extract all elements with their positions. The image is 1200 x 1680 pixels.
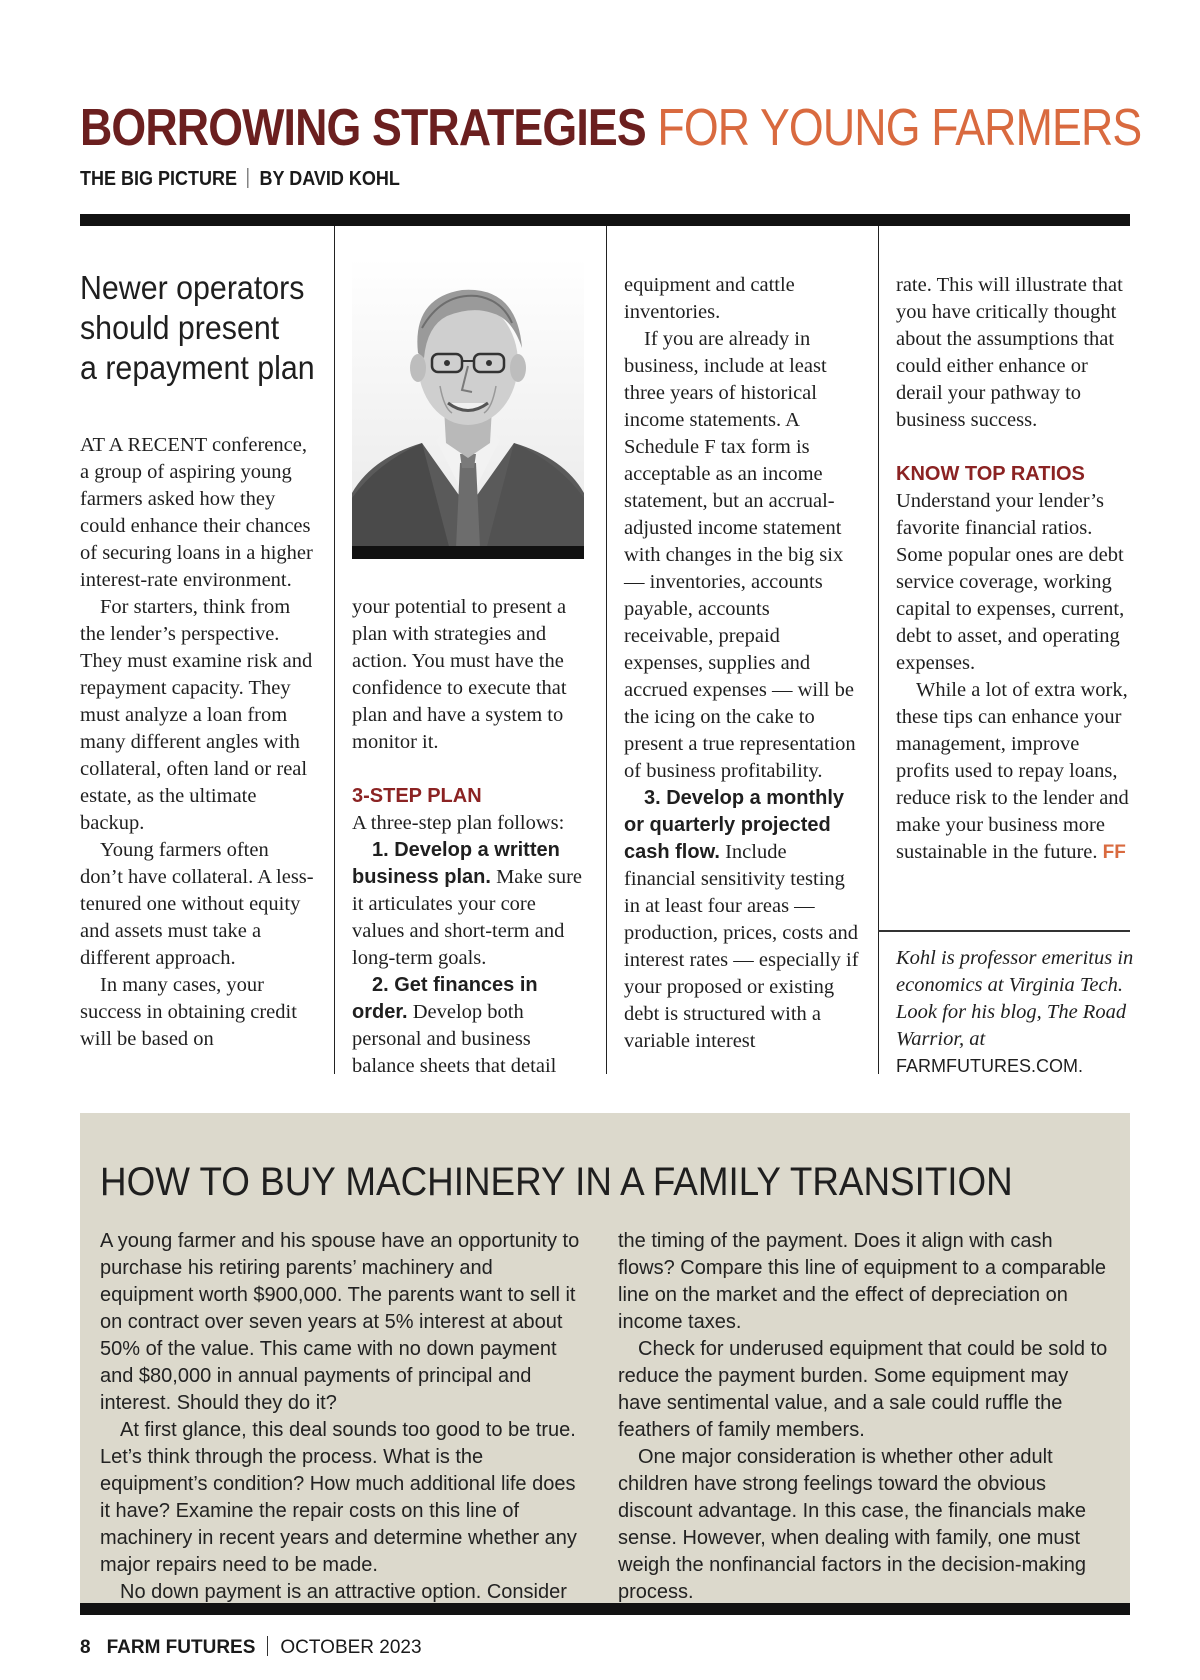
deck-line: should present: [80, 309, 280, 346]
article-paragraph: your potential to present a plan with strategies and action. You must have the confidence to execute that plan and have a system to monitor it.: [352, 596, 567, 753]
sidebar-paragraph: No down payment is an attractive option. Consider: [120, 1581, 567, 1603]
bio-website-link[interactable]: FARMFUTURES.COM.: [896, 1056, 1083, 1076]
subhead-3-step-plan: 3-STEP PLAN: [352, 785, 482, 807]
top-rule: [80, 214, 1130, 226]
bio-rule: [878, 930, 1130, 932]
sidebar-column-right: [618, 1228, 1108, 1606]
deck-line: a repayment plan: [80, 349, 315, 386]
step-2-text: Develop both personal and business balance sheets that detail: [352, 1001, 557, 1077]
kicker-divider: [248, 168, 249, 188]
headline: [80, 96, 1142, 160]
end-mark: FF: [1102, 842, 1126, 863]
article-paragraph: For starters, think from the lender’s perspective. They must examine risk and repayment capacity. They must analyze a loan from many different angles with collateral, often land or real estate, as the ultimate backup.: [80, 596, 313, 834]
sidebar-title: HOW TO BUY MACHINERY IN A FAMILY TRANSITION: [100, 1160, 1013, 1204]
column-divider: [878, 226, 879, 1074]
article-paragraph: rate. This will illustrate that you have critically thought about the assumptions that could either enhance or derail your pathway to business success.: [896, 274, 1123, 431]
article-paragraph: [624, 785, 860, 1055]
article-paragraph: If you are already in business, include at least three years of historical income statements. A Schedule F tax form is acceptable as an income statement, but an accrual-adjusted income statement with changes in the big six — inventories, accounts payable, accounts receivable, prepaid expenses, supplies and accrued expenses — will be the icing on the cake to present a true representation of business profitability.: [624, 328, 856, 782]
sidebar-column-left: [100, 1228, 590, 1606]
article-column-3: [624, 272, 860, 1055]
headline-light: FOR YOUNG FARMERS: [657, 99, 1142, 157]
sidebar-paragraph: A young farmer and his spouse have an opportunity to purchase his retiring parents’ machinery and equipment worth $900,000. The parents want to sell it on contract over seven years at 5% interest at about 50% of the value. This came with no down payment and $80,000 in annual payments of principal and interest. Should they do it?: [100, 1230, 580, 1414]
step-1-label: 1. Develop a written business plan.: [352, 839, 560, 888]
deck: [80, 268, 315, 388]
step-3-text: Include financial sensitivity testing in at least four areas — production, prices, costs and interest rates — especially if your proposed or existing debt is structured with a variable interest: [624, 841, 859, 1052]
author-bio: [896, 945, 1134, 1080]
byline: BY DAVID KOHL: [259, 168, 400, 190]
footer-divider: [267, 1636, 268, 1656]
article-column-2: [352, 594, 588, 1080]
column-divider: [334, 226, 335, 1074]
sidebar-paragraph: the timing of the payment. Does it align with cash flows? Compare this line of equipment to a comparable line on the market and the effect of depreciation on income taxes.: [618, 1230, 1107, 1333]
article-paragraph: [896, 677, 1132, 866]
article-paragraph: Young farmers often don’t have collateral. A less-tenured one without equity and assets must take a different approach.: [80, 839, 314, 969]
step-3-label: 3. Develop a monthly or quarterly projected cash flow.: [624, 787, 845, 863]
closing-text: While a lot of extra work, these tips can enhance your management, improve profits used to repay loans, reduce risk to the lender and make your business more sustainable in the future.: [896, 679, 1129, 863]
deck-line: Newer operators: [80, 269, 305, 306]
article-paragraph: [352, 837, 588, 972]
bottom-rule: [80, 1603, 1130, 1615]
article-paragraph: equipment and cattle inventories.: [624, 274, 795, 323]
section-label: THE BIG PICTURE: [80, 168, 238, 190]
sidebar-paragraph: Check for underused equipment that could be sold to reduce the payment burden. Some equipment may have sentimental value, and a sale could ruffle the feathers of family members.: [618, 1338, 1108, 1441]
issue-date: OCTOBER 2023: [280, 1637, 422, 1658]
subhead-know-top-ratios: KNOW TOP RATIOS: [896, 463, 1085, 485]
page-footer: [80, 1636, 422, 1660]
article-column-1: [80, 432, 316, 1053]
article-column-4: [896, 272, 1132, 866]
article-paragraph: AT A RECENT conference, a group of aspiring young farmers asked how they could enhance their chances of securing loans in a higher interest-rate environment.: [80, 434, 313, 591]
article-paragraph: Understand your lender’s favorite financial ratios. Some popular ones are debt service coverage, working capital to expenses, current, debt to asset, and operating expenses.: [896, 490, 1125, 674]
author-portrait-icon: [352, 258, 584, 558]
bio-text: Kohl is professor emeritus in economics at Virginia Tech. Look for his blog, The Road Warrior, at: [896, 947, 1134, 1050]
portrait-bar: [352, 546, 584, 559]
column-divider: [606, 226, 607, 1074]
article-paragraph: [352, 972, 588, 1080]
kicker: [80, 166, 400, 192]
article-paragraph: In many cases, your success in obtaining credit will be based on: [80, 974, 297, 1050]
headline-strong: BORROWING STRATEGIES: [80, 99, 646, 157]
article-paragraph: A three-step plan follows:: [352, 812, 565, 834]
magazine-name: FARM FUTURES: [106, 1637, 256, 1658]
sidebar-paragraph: At first glance, this deal sounds too good to be true. Let’s think through the process. What is the equipment’s condition? How much additional life does it have? Examine the repair costs on this line of machinery in recent years and determine whether any major repairs need to be made.: [100, 1419, 577, 1576]
sidebar-paragraph: One major consideration is whether other adult children have strong feelings toward the obvious discount advantage. In this case, the financials make sense. However, when dealing with family, one must weigh the nonfinancial factors in the decision-making process.: [618, 1446, 1087, 1603]
step-2-label: 2. Get finances in order.: [352, 974, 538, 1023]
page-number: 8: [80, 1637, 91, 1658]
step-1-text: Make sure it articulates your core values and short-term and long-term goals.: [352, 866, 583, 969]
